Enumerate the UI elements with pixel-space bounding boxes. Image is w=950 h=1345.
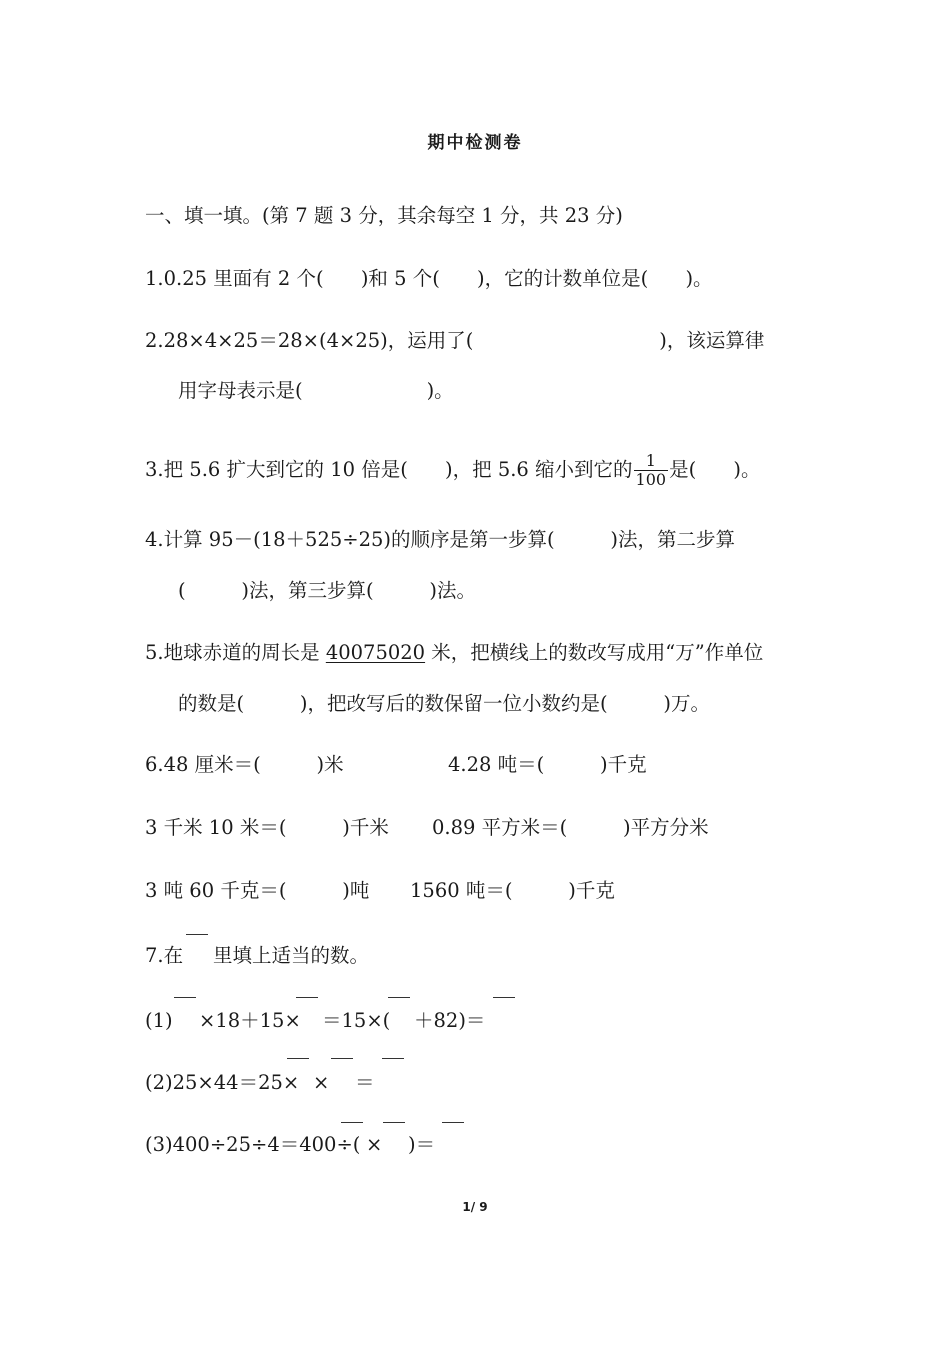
question-6-b: 4.28 吨＝( )千克 bbox=[448, 753, 647, 776]
page-title: 期中检测卷 bbox=[427, 133, 523, 153]
question-7-1-part-c: ＝15×( bbox=[322, 1009, 391, 1032]
question-7-text-a: 7.在 bbox=[145, 944, 184, 967]
answer-box-blank bbox=[341, 1122, 363, 1123]
question-7-text-b: 里填上适当的数。 bbox=[213, 944, 370, 967]
fraction-numerator: 1 bbox=[634, 452, 669, 471]
question-4-line-1: 4.计算 95－(18＋525÷25)的顺序是第一步算( )法，第二步算 bbox=[145, 528, 736, 551]
answer-box-blank bbox=[331, 1058, 353, 1059]
underlined-number: 40075020 bbox=[325, 641, 426, 664]
answer-box-blank bbox=[174, 997, 196, 998]
question-5-text-after: 米，把横线上的数改写成用“万”作单位 bbox=[425, 641, 764, 664]
answer-box-blank bbox=[382, 1058, 404, 1059]
question-6-e: 3 吨 60 千克＝( )吨 bbox=[145, 879, 370, 902]
question-6-f: 1560 吨＝( )千克 bbox=[410, 879, 615, 902]
question-6-d: 0.89 平方米＝( )平方分米 bbox=[432, 816, 709, 839]
question-7-2-part-a: (2)25×44＝25× bbox=[145, 1071, 300, 1094]
question-2-line-1: 2.28×4×25＝28×(4×25)，运用了( )，该运算律 bbox=[145, 329, 765, 352]
answer-box-blank bbox=[383, 1122, 405, 1123]
question-7-3-part-c: )＝ bbox=[408, 1133, 436, 1156]
question-3-text-after: 是( )。 bbox=[669, 458, 761, 481]
answer-box-blank bbox=[388, 997, 410, 998]
question-5-line-2: 的数是( )，把改写后的数保留一位小数约是( )万。 bbox=[178, 692, 711, 715]
question-7-3-part-b: × bbox=[366, 1133, 383, 1156]
question-7-1-part-d: ＋82)＝ bbox=[414, 1009, 486, 1032]
fraction-one-hundredth bbox=[634, 452, 669, 489]
section-heading: 一、填一填。(第 7 题 3 分，其余每空 1 分，共 23 分) bbox=[145, 204, 623, 227]
question-6-a: 6.48 厘米＝( )米 bbox=[145, 753, 344, 776]
answer-box-blank bbox=[186, 934, 208, 935]
question-2-line-2: 用字母表示是( )。 bbox=[178, 379, 454, 402]
question-7-2-part-c: ＝ bbox=[355, 1071, 375, 1094]
answer-box-blank bbox=[493, 997, 515, 998]
question-1: 1.0.25 里面有 2 个( )和 5 个( )，它的计数单位是( )。 bbox=[145, 267, 713, 290]
answer-box-blank bbox=[287, 1058, 309, 1059]
answer-box-blank bbox=[296, 997, 318, 998]
fraction-denominator: 100 bbox=[635, 470, 667, 489]
question-7-2-part-b: × bbox=[313, 1071, 330, 1094]
question-7-3-part-a: (3)400÷25÷4＝400÷( bbox=[145, 1133, 361, 1156]
question-5-text-before: 5.地球赤道的周长是 bbox=[145, 641, 326, 664]
question-7-1-label: (1) bbox=[145, 1009, 173, 1032]
question-4-line-2: ( )法，第三步算( )法。 bbox=[178, 579, 477, 602]
question-3-text-before: 3.把 5.6 扩大到它的 10 倍是( )，把 5.6 缩小到它的 bbox=[145, 458, 633, 481]
question-3 bbox=[145, 452, 761, 489]
question-7-1-part-b: ×18＋15× bbox=[199, 1009, 301, 1032]
page-number: 1/ 9 bbox=[462, 1200, 488, 1214]
answer-box-blank bbox=[442, 1122, 464, 1123]
question-5-line-1 bbox=[145, 640, 763, 666]
question-6-c: 3 千米 10 米＝( )千米 bbox=[145, 816, 389, 839]
